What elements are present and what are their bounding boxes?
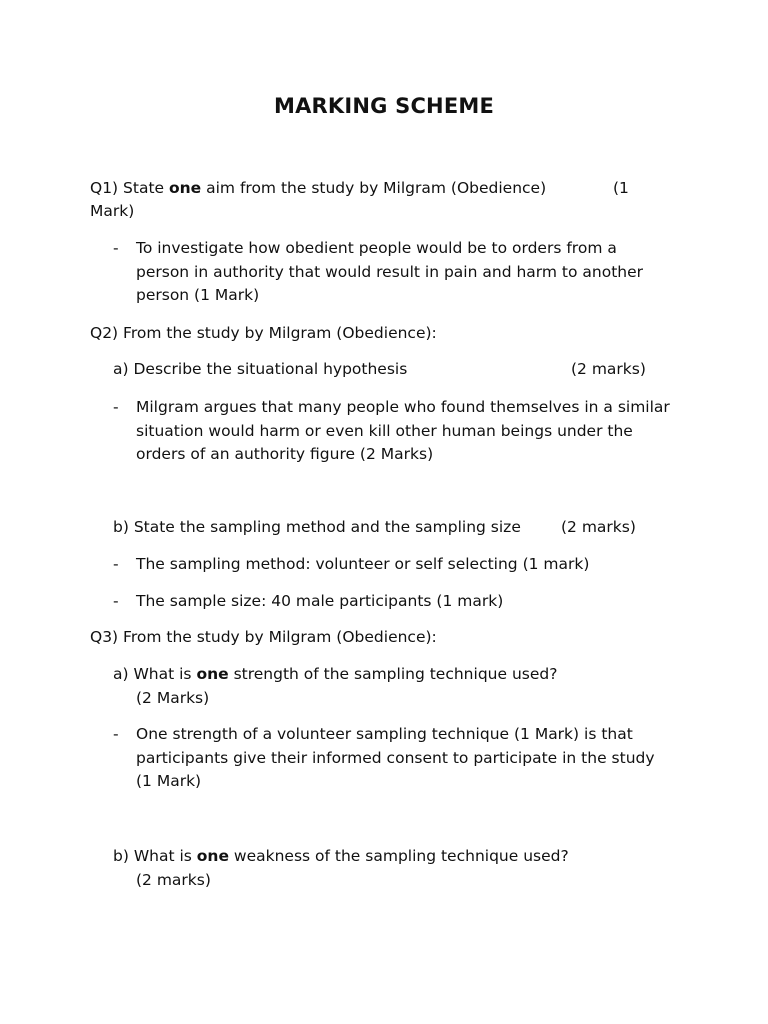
q1-answer-bullet: - <box>113 239 119 257</box>
q3a-question: a) What is one strength of the sampling technique used? <box>113 665 558 683</box>
q2a-marks: (2 marks) <box>571 360 646 378</box>
q1-question: Q1) State one aim from the study by Milgram (Obedience) <box>90 179 547 197</box>
q2a-answer-line: situation would harm or even kill other human beings under the <box>136 421 633 440</box>
q1-emphasis: one <box>169 179 202 197</box>
q1-marks: (1 <box>613 179 629 197</box>
q1-answer-line: person in authority that would result in pain and harm to another <box>136 262 644 281</box>
q1-answer-line: To investigate how obedient people would be to orders from a <box>136 239 617 257</box>
q3b-marks: (2 marks) <box>136 871 211 889</box>
q3a-answer-line: One strength of a volunteer sampling technique (1 Mark) is that <box>136 725 633 743</box>
q2a-answer <box>136 396 670 467</box>
q2-heading: Q2) From the study by Milgram (Obedience): <box>90 324 437 342</box>
q3b-emphasis: one <box>196 847 229 865</box>
q3a-answer-line: (1 Mark) <box>136 772 202 790</box>
q1-marks-continued: Mark) <box>90 202 135 220</box>
q2b-question: b) State the sampling method and the sampling size <box>113 518 521 536</box>
q3a-marks: (2 Marks) <box>136 689 210 707</box>
q2a-answer-bullet: - <box>113 398 119 416</box>
q2a-answer-line: orders of an authority figure (2 Marks) <box>136 445 434 463</box>
q1-answer <box>136 237 643 308</box>
q2b-answer-bullet: - <box>113 592 119 610</box>
q2b-answer-size: The sample size: 40 male participants (1 mark) <box>136 592 504 610</box>
q3a-emphasis: one <box>196 665 229 683</box>
q1-answer-line: person (1 Mark) <box>136 286 260 304</box>
q2a-question: a) Describe the situational hypothesis <box>113 360 408 378</box>
q3-heading: Q3) From the study by Milgram (Obedience): <box>90 628 437 646</box>
q3a-answer <box>136 723 655 794</box>
q2a-answer-line: Milgram argues that many people who found themselves in a similar <box>136 398 670 416</box>
q2b-answer-bullet: - <box>113 555 119 573</box>
q2b-marks: (2 marks) <box>561 518 636 536</box>
q3b-question: b) What is one weakness of the sampling technique used? <box>113 847 569 865</box>
q3a-answer-line: participants give their informed consent to participate in the study <box>136 748 655 767</box>
page-title: MARKING SCHEME <box>273 94 495 118</box>
q3a-answer-bullet: - <box>113 725 119 743</box>
q2b-answer-method: The sampling method: volunteer or self selecting (1 mark) <box>136 555 590 573</box>
